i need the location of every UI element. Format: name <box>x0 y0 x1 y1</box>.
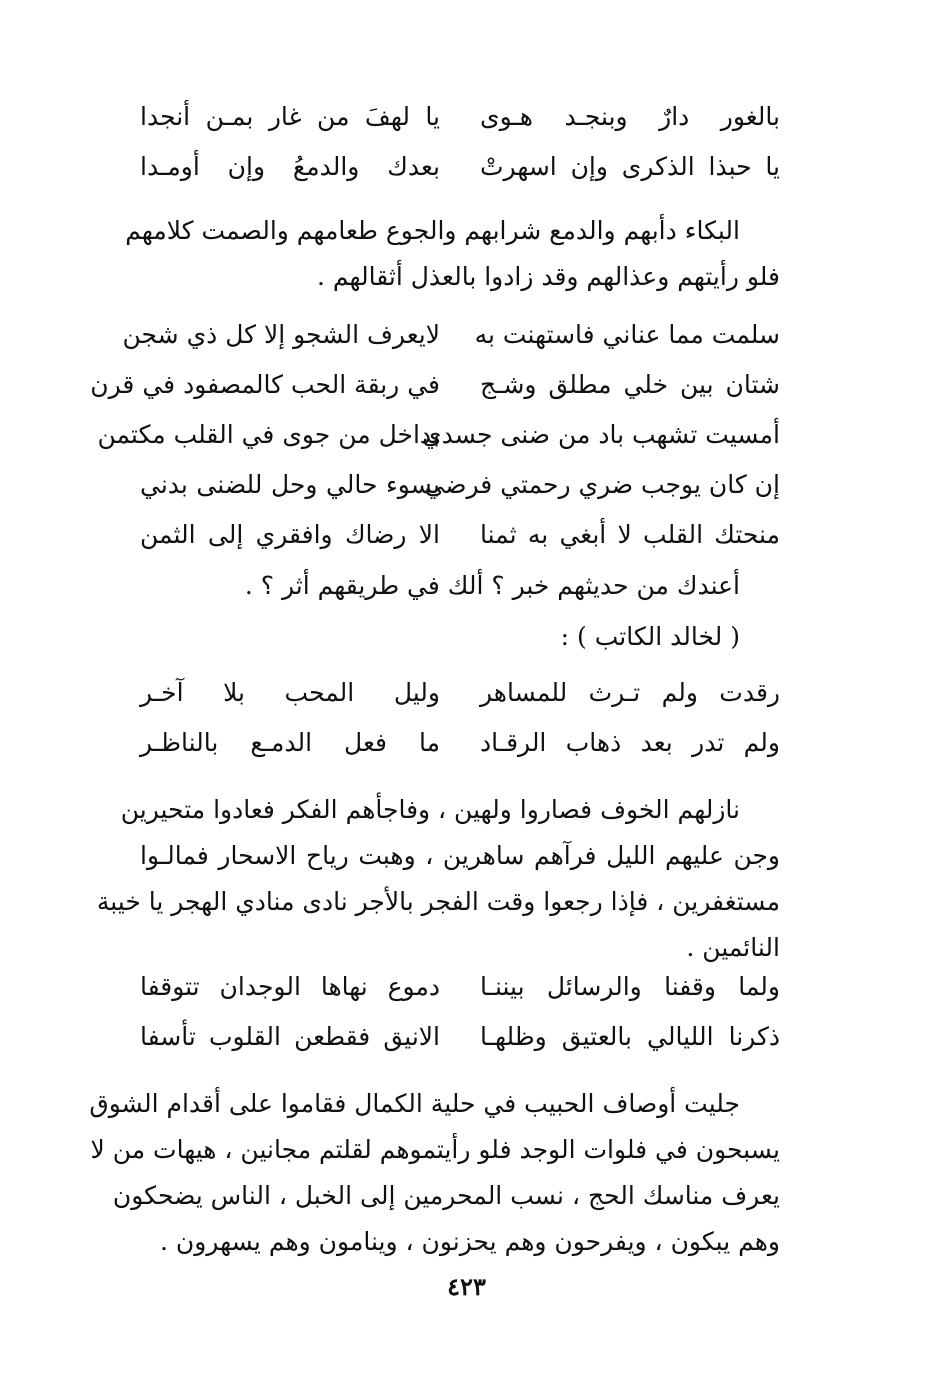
prose-line: وجن عليهم الليل فرآهم ساهرين ، وهبت رياح الاسحار فمالـوا <box>140 841 780 870</box>
verse-line <box>140 718 780 768</box>
verse-first-hemistich: أمسيت تشهب باد من ضنى جسدي <box>422 420 780 449</box>
prose-line: يعرف مناسك الحج ، نسب المحرمين إلى الخبل ، الناس يضحكون <box>112 1181 780 1210</box>
verse-second-hemistich: الانيق فقطعن القلوب تأسفا <box>140 1022 440 1051</box>
attribution-line <box>140 614 780 660</box>
verse-line <box>140 668 780 718</box>
verse-second-hemistich: وليل المحب بلا آخـر <box>140 678 440 707</box>
verse-first-hemistich: منحتك القلب لا أبغي به ثمنا <box>480 520 780 549</box>
prose-line: البكاء دأبهم والدمع شرابهم والجوع طعامهم والصمت كلامهم <box>125 216 740 245</box>
verse-second-hemistich: الا رضاك وافقري إلى الثمن <box>140 520 440 549</box>
verse-second-hemistich: دموع نهاها الوجدان تتوقفا <box>140 972 440 1001</box>
verse-second-hemistich: بسوء حالي وحل للضنى بدني <box>140 470 440 499</box>
verse-first-hemistich: إن كان يوجب ضري رحمتي فرضي <box>424 470 780 499</box>
attribution-text: ( لخالد الكاتب ) : <box>560 622 740 651</box>
prose-paragraph-2 <box>96 787 780 971</box>
prose-line: مستغفرين ، فإذا رجعوا وقت الفجر بالأجر نادى منادي الهجر يا خيبة <box>96 887 780 916</box>
verse-line <box>140 460 780 510</box>
question-line <box>140 563 780 609</box>
prose-paragraph-3 <box>89 1081 780 1265</box>
verse-second-hemistich: لايعرف الشجو إلا كل ذي شجن <box>122 320 440 349</box>
prose-line: وهم يبكون ، ويفرحون وهم يحزنون ، وينامون وهم يسهرون . <box>159 1227 780 1256</box>
verse-line <box>90 360 780 410</box>
poem-4 <box>140 962 780 1062</box>
verse-line <box>97 410 780 460</box>
verse-second-hemistich: بداخل من جوى في القلب مكتمن <box>97 420 440 449</box>
verse-first-hemistich: سلمت مما عناني فاستهنت به <box>474 320 780 349</box>
verse-first-hemistich: ولم تدر بعد ذهاب الرقـاد <box>480 728 780 757</box>
poem-2 <box>90 310 780 560</box>
poem-3 <box>140 668 780 768</box>
verse-line <box>140 1012 780 1062</box>
verse-line <box>140 92 780 142</box>
verse-line <box>140 510 780 560</box>
prose-line: فلو رأيتهم وعذالهم وقد زادوا بالعذل أثقالهم . <box>316 262 780 291</box>
prose-paragraph-1 <box>125 208 780 300</box>
verse-first-hemistich: يا حبذا الذكرى وإن اسهرتْ <box>480 152 780 181</box>
verse-second-hemistich: يا لهفَ من غار بمـن أنجدا <box>140 102 440 131</box>
prose-line: نازلهم الخوف فصاروا ولهين ، وفاجأهم الفكر فعادوا متحيرين <box>120 795 740 824</box>
verse-first-hemistich: ذكرنا الليالي بالعتيق وظلهـا <box>480 1022 780 1051</box>
verse-second-hemistich: ما فعل الدمـع بالناظـر <box>140 728 440 757</box>
prose-line: جليت أوصاف الحبيب في حلية الكمال فقاموا على أقدام الشوق <box>89 1089 740 1118</box>
verse-first-hemistich: شتان بين خلي مطلق وشـج <box>480 370 780 399</box>
verse-first-hemistich: رقدت ولم تـرث للمساهر <box>480 678 780 707</box>
verse-line <box>140 962 780 1012</box>
verse-line <box>140 142 780 192</box>
verse-second-hemistich: في ربقة الحب كالمصفود في قرن <box>90 370 440 399</box>
question-text: أعندك من حديثهم خبر ؟ ألك في طريقهم أثر ؟ . <box>244 571 740 600</box>
verse-first-hemistich: ولما وقفنا والرسائل بيننـا <box>480 972 780 1001</box>
verse-line <box>122 310 780 360</box>
prose-line: النائمين . <box>686 933 780 962</box>
verse-first-hemistich: بالغور دارٌ وبنجـد هـوى <box>480 102 780 131</box>
verse-second-hemistich: بعدك والدمعُ وإن أومـدا <box>140 152 440 181</box>
prose-line: يسبحون في فلوات الوجد فلو رأيتموهم لقلتم مجانين ، هيهات من لا <box>90 1135 780 1164</box>
poem-1 <box>140 92 780 192</box>
page-number: ٤٢٣ <box>447 1272 486 1301</box>
